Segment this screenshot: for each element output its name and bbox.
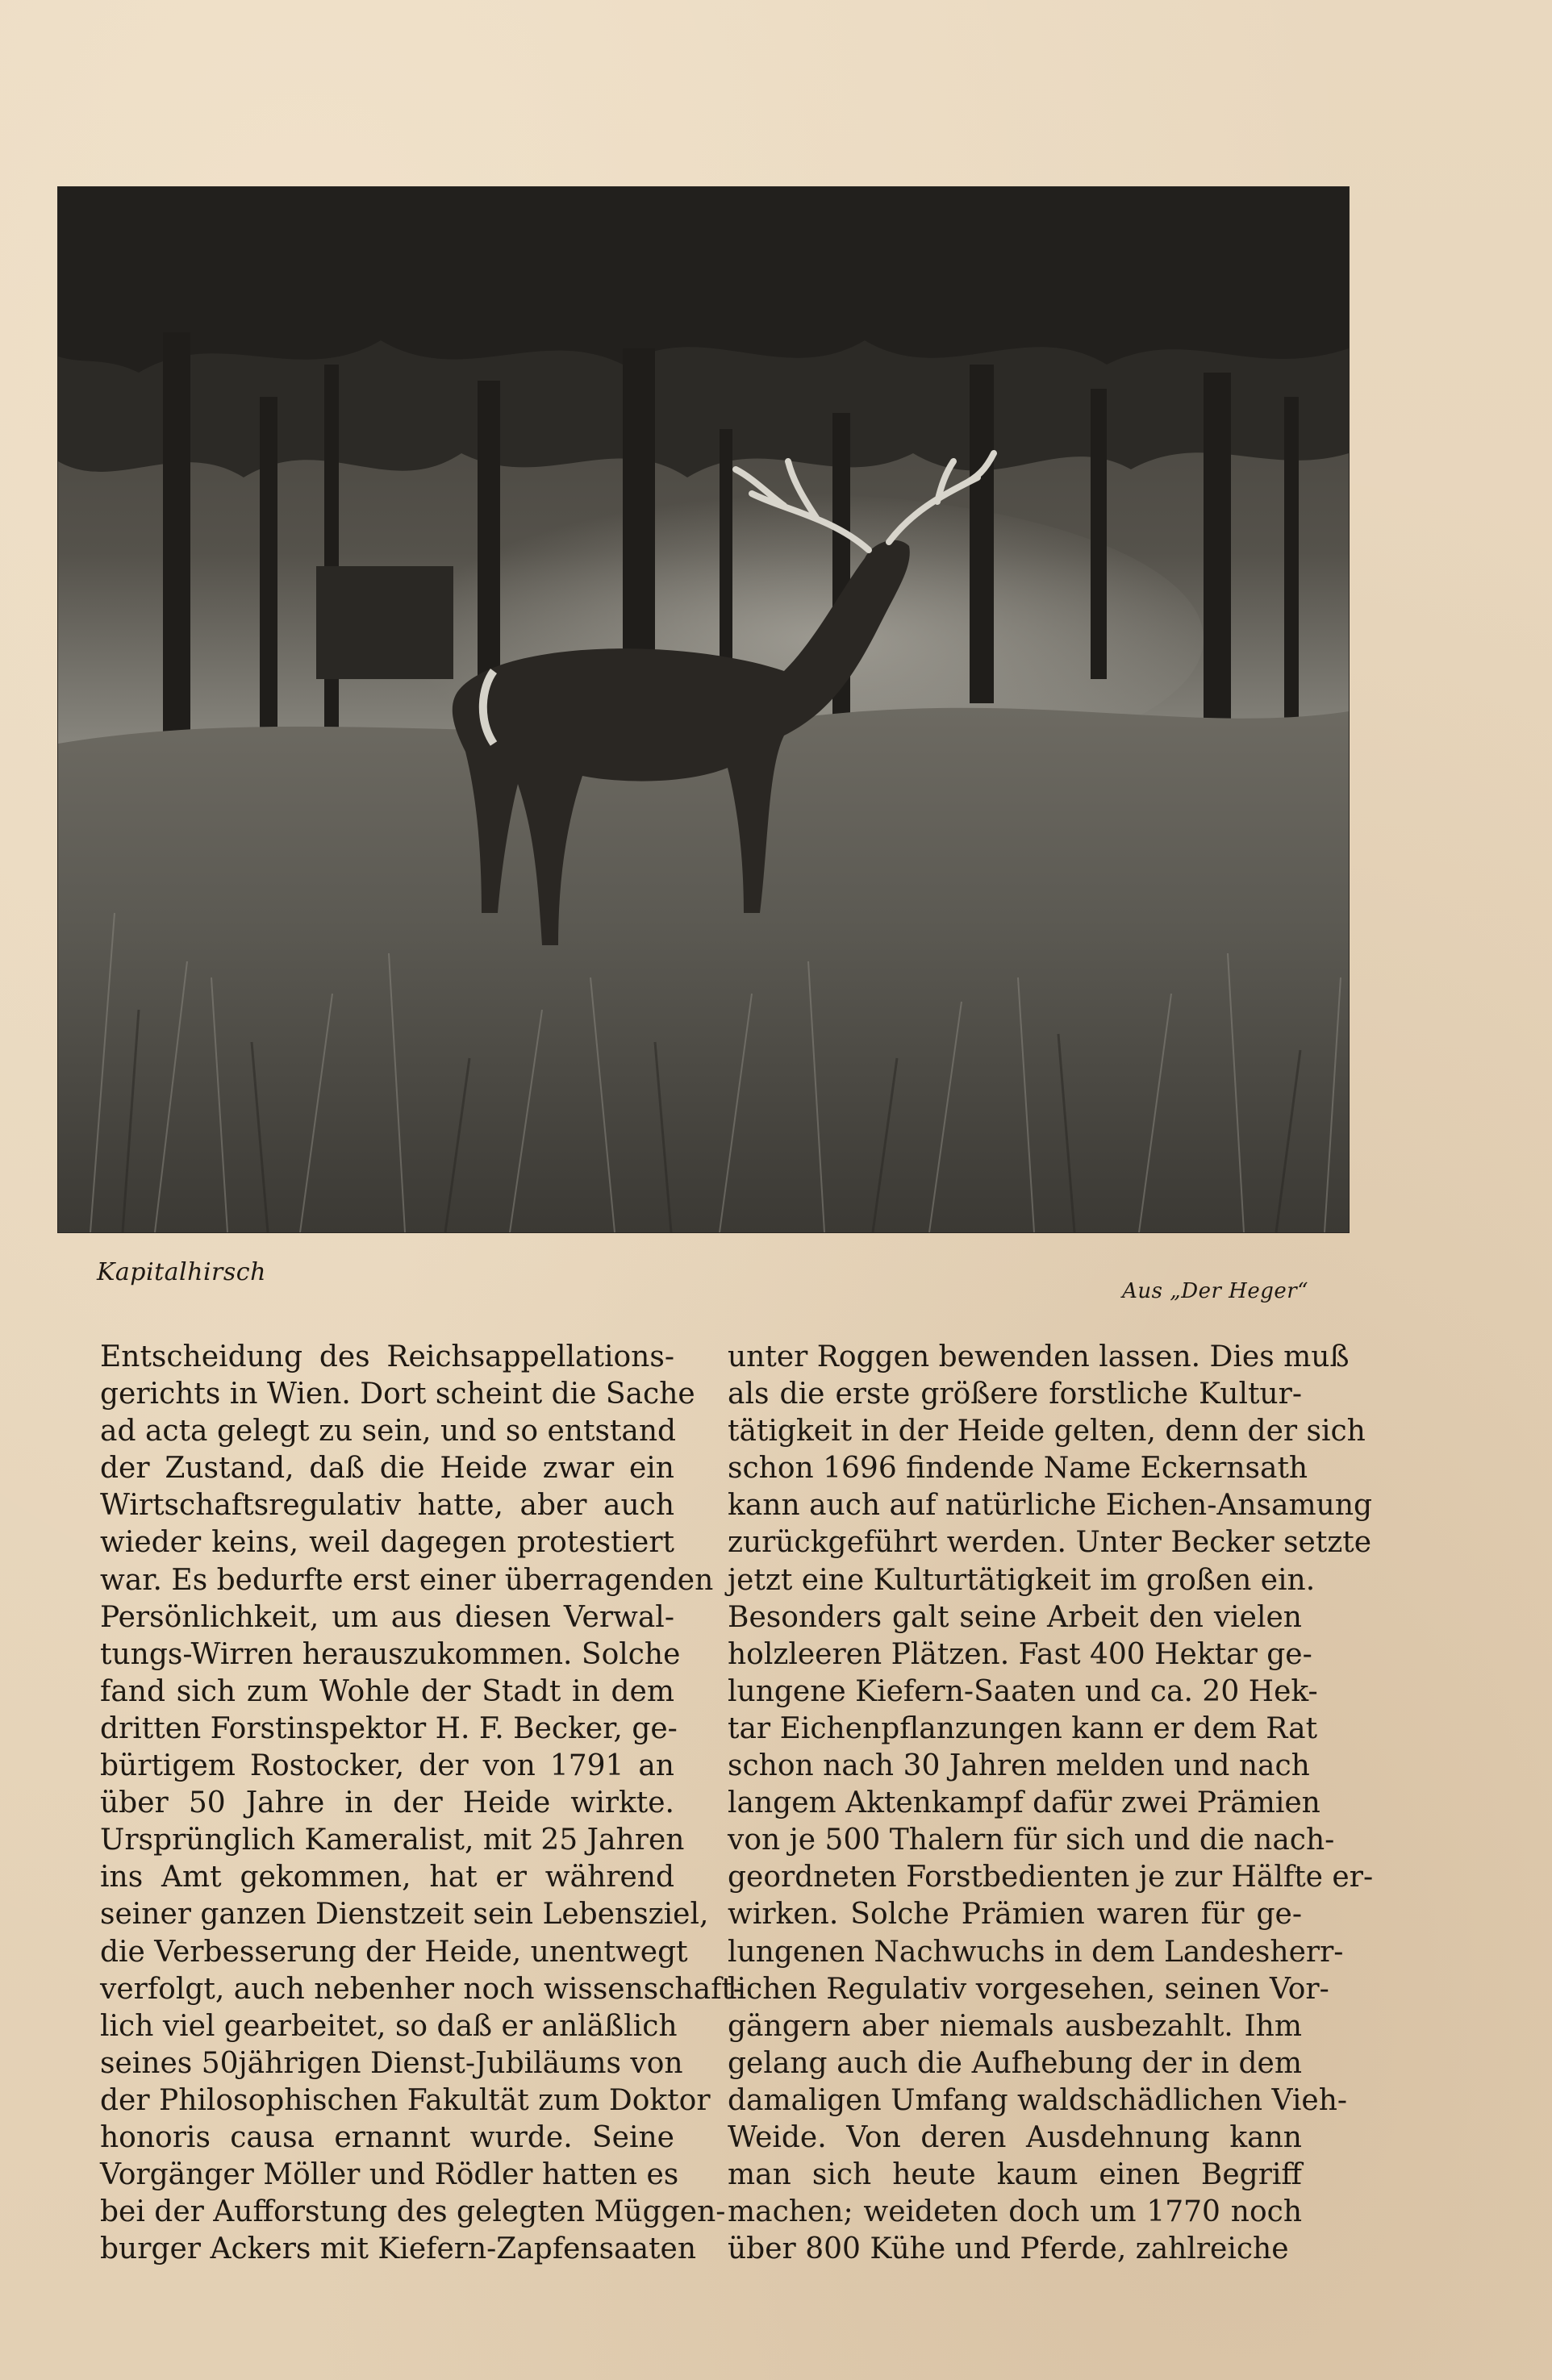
text-line: als die erste größere forstliche Kultur- — [728, 1378, 1302, 1411]
text-line: Besonders galt seine Arbeit den vielen — [728, 1600, 1302, 1634]
text-line: Ursprünglich Kameralist, mit 25 Jahren — [100, 1824, 685, 1857]
text-line: seines 50jährigen Dienst-Jubiläums von — [100, 2046, 683, 2080]
text-line: der Zustand, daß die Heide zwar ein — [100, 1452, 674, 1486]
text-line: von je 500 Thalern für sich und die nach- — [728, 1824, 1335, 1857]
text-line: lungenen Nachwuchs in dem Landesherr- — [728, 1935, 1344, 1969]
text-line: damaligen Umfang waldschädlichen Vieh- — [728, 2083, 1348, 2117]
text-line: seiner ganzen Dienstzeit sein Lebensziel, — [100, 1898, 709, 1932]
text-line: holzleeren Plätzen. Fast 400 Hektar ge- — [728, 1637, 1312, 1671]
text-column-right — [728, 1339, 1374, 2268]
text-line: Persönlichkeit, um aus diesen Verwal- — [100, 1600, 674, 1634]
text-line: ins Amt gekommen, hat er während — [100, 1861, 674, 1894]
text-line: man sich heute kaum einen Begriff — [728, 2158, 1302, 2192]
text-line: über 800 Kühe und Pferde, zahlreiche — [728, 2232, 1289, 2266]
text-line: tätigkeit in der Heide gelten, denn der sich — [728, 1415, 1366, 1448]
text-line: der Philosophischen Fakultät zum Doktor — [100, 2083, 711, 2117]
text-line: fand sich zum Wohle der Stadt in dem — [100, 1674, 674, 1708]
text-line: zurückgeführt werden. Unter Becker setzte — [728, 1526, 1372, 1560]
text-line: ad acta gelegt zu sein, und so entstand — [100, 1415, 677, 1448]
text-line: lichen Regulativ vorgesehen, seinen Vor- — [728, 1972, 1329, 2006]
text-line: honoris causa ernannt wurde. Seine — [100, 2120, 674, 2154]
text-line: schon 1696 findende Name Eckernsath — [728, 1452, 1308, 1486]
text-line: war. Es bedurfte erst einer überragenden — [100, 1563, 714, 1597]
text-line: jetzt eine Kulturtätigkeit im großen ein. — [728, 1563, 1316, 1597]
text-line: verfolgt, auch nebenher noch wissenschaft- — [100, 1972, 744, 2006]
text-line: geordneten Forstbedienten je zur Hälfte er- — [728, 1861, 1374, 1894]
text-line: bürtigem Rostocker, der von 1791 an — [100, 1749, 674, 1783]
text-line: machen; weideten doch um 1770 noch — [728, 2195, 1302, 2229]
text-line: unter Roggen bewenden lassen. Dies muß — [728, 1340, 1350, 1373]
text-line: gerichts in Wien. Dort scheint die Sache — [100, 1378, 695, 1411]
text-line: tungs-Wirren herauszukommen. Solche — [100, 1637, 681, 1671]
text-line: wirken. Solche Prämien waren für ge- — [728, 1898, 1302, 1932]
stag-photograph — [58, 187, 1349, 1232]
text-line: Weide. Von deren Ausdehnung kann — [728, 2120, 1302, 2154]
text-line: schon nach 30 Jahren melden und nach — [728, 1749, 1310, 1783]
text-line: kann auch auf natürliche Eichen-Ansamung — [728, 1489, 1373, 1523]
photo-caption-source: Aus „Der Heger“ — [1122, 1279, 1308, 1303]
text-line: lungene Kiefern-Saaten und ca. 20 Hek- — [728, 1674, 1318, 1708]
text-line: dritten Forstinspektor H. F. Becker, ge- — [100, 1711, 678, 1745]
text-line: die Verbesserung der Heide, unentwegt — [100, 1935, 688, 1969]
text-line: Vorgänger Möller und Rödler hatten es — [100, 2158, 679, 2192]
text-line: burger Ackers mit Kiefern-Zapfensaaten — [100, 2232, 697, 2266]
text-line: lich viel gearbeitet, so daß er anläßlich — [100, 2009, 678, 2043]
text-line: gelang auch die Aufhebung der in dem — [728, 2046, 1302, 2080]
text-line: gängern aber niemals ausbezahlt. Ihm — [728, 2009, 1302, 2043]
text-line: wieder keins, weil dagegen protestiert — [100, 1526, 674, 1560]
text-column-left — [100, 1339, 744, 2268]
text-line: bei der Aufforstung des gelegten Müggen- — [100, 2195, 726, 2229]
text-line: tar Eichenpflanzungen kann er dem Rat — [728, 1711, 1318, 1745]
text-line: Wirtschaftsregulativ hatte, aber auch — [100, 1489, 674, 1523]
text-line: Entscheidung des Reichsappellations- — [100, 1340, 674, 1373]
text-line: langem Aktenkampf dafür zwei Prämien — [728, 1786, 1320, 1820]
photo-caption-title: Kapitalhirsch — [97, 1258, 266, 1286]
text-line: über 50 Jahre in der Heide wirkte. — [100, 1786, 674, 1820]
